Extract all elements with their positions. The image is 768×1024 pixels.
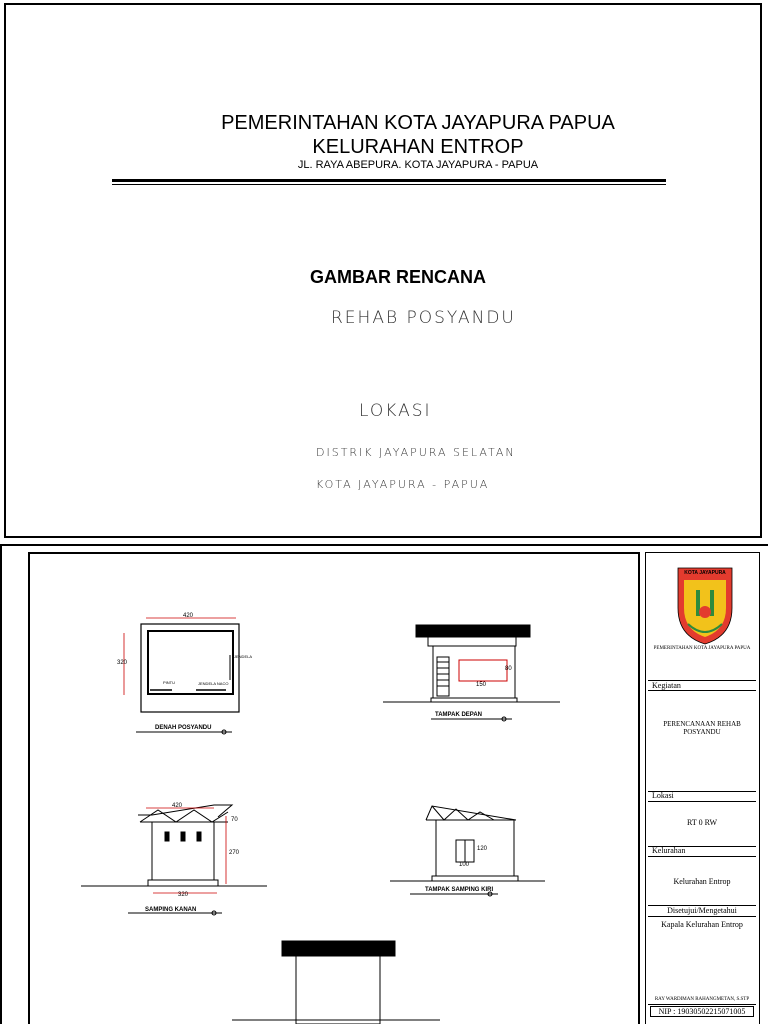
- plan-label-door: PINTU: [163, 680, 175, 685]
- location-label: LOKASI: [359, 401, 432, 421]
- right-title: SAMPING KANAN: [145, 907, 197, 913]
- left-title: TAMPAK SAMPING KIRI: [425, 887, 494, 893]
- address: JL. RAYA ABEPURA. KOTA JAYAPURA - PAPUA: [297, 159, 539, 171]
- approval-label: Disetujui/Mengetahui: [667, 906, 737, 915]
- plan-title: DENAH POSYANDU: [155, 725, 212, 731]
- header-line-1: PEMERINTAHAN KOTA JAYAPURA PAPUA: [221, 112, 615, 134]
- nip: NIP : 19030502215071005: [650, 1006, 754, 1017]
- city: KOTA JAYAPURA - PAPUA: [316, 478, 490, 491]
- kelurahan-label: Kelurahan: [652, 846, 686, 855]
- header-line-2: KELURAHAN ENTROP: [312, 136, 524, 158]
- front-dim-height: 80: [505, 666, 512, 672]
- right-dim-base: 320: [178, 892, 189, 898]
- logo-text: KOTA JAYAPURA: [684, 570, 726, 576]
- front-dim-window: 150: [476, 682, 487, 688]
- approver-title: Kapala Kelurahan Entrop: [661, 920, 743, 929]
- plan-label-window-a: JENDELA NACO: [198, 681, 229, 686]
- plan-label-window-b: JENDELA: [234, 654, 253, 659]
- location-value: RT 0 RW: [686, 818, 718, 827]
- drawing-title: GAMBAR RENCANA: [310, 267, 486, 287]
- right-dim-roof: 70: [231, 817, 238, 823]
- kelurahan-value: Kelurahan Entrop: [673, 877, 731, 886]
- tb-divider: [648, 1004, 756, 1005]
- approver-name: RAY WARDIMAN RAHANGMETAN, S.STP: [654, 997, 750, 1002]
- tb-divider: [648, 801, 756, 802]
- agency-name: PEMERINTAHAN KOTA JAYAPURA PAPUA: [653, 646, 751, 651]
- tb-divider: [648, 690, 756, 691]
- activity-value: PERENCANAAN REHAB POSYANDU: [663, 720, 741, 736]
- tb-divider: [648, 856, 756, 857]
- right-dim-wall: 270: [229, 850, 240, 856]
- right-dim-top: 420: [172, 803, 183, 809]
- tb-divider: [648, 916, 756, 917]
- plan-dim-depth: 320: [117, 660, 128, 666]
- left-dim-window-w: 100: [459, 862, 470, 868]
- project-name: REHAB POSYANDU: [331, 308, 516, 328]
- plan-dim-width: 420: [183, 613, 194, 619]
- front-title: TAMPAK DEPAN: [435, 712, 482, 718]
- activity-label: Kegiatan: [652, 681, 681, 690]
- district: DISTRIK JAYAPURA SELATAN: [316, 446, 516, 459]
- left-dim-window-h: 120: [477, 846, 488, 852]
- location-label-tb: Lokasi: [652, 791, 674, 800]
